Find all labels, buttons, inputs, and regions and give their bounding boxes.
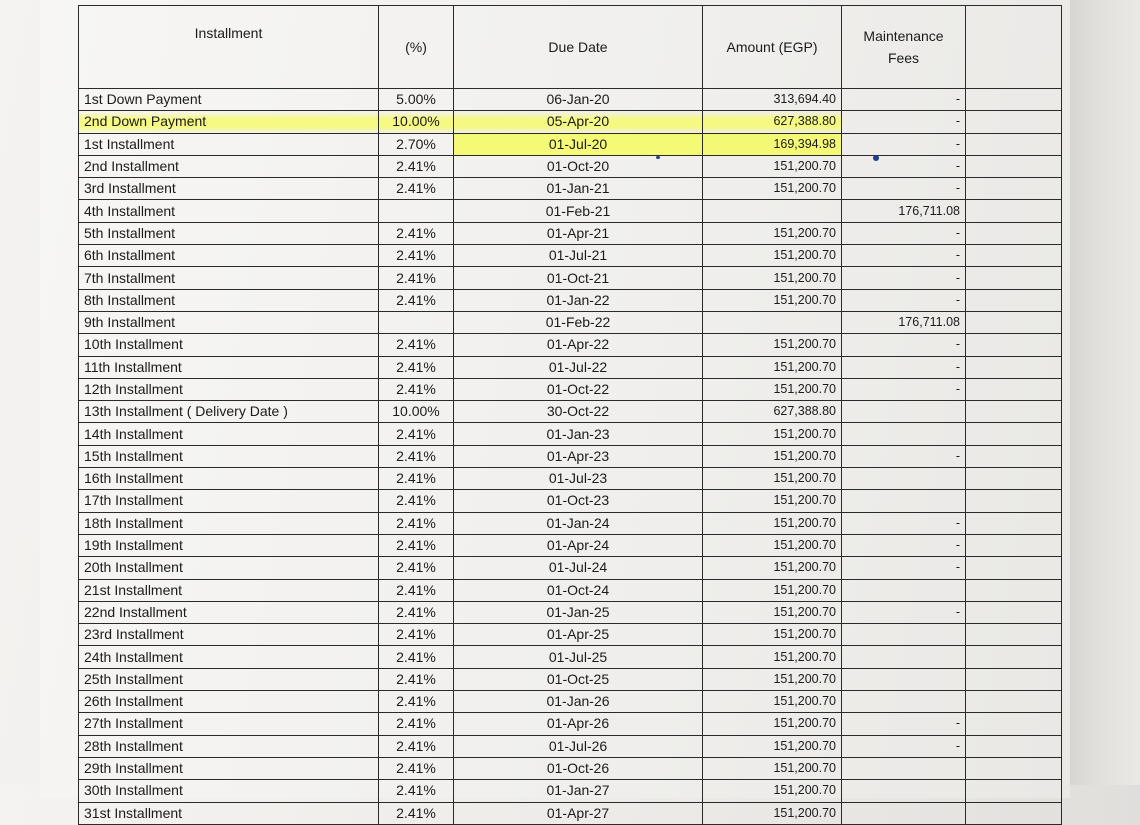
amount-cell: 151,200.70: [703, 423, 842, 445]
due-date-cell: 01-Jan-26: [454, 691, 703, 713]
due-date-cell: 01-Apr-22: [454, 334, 703, 356]
installment-name: 30th Installment: [79, 780, 379, 802]
blank-cell: [966, 557, 1062, 579]
amount-cell: 151,200.70: [703, 691, 842, 713]
amount-cell: 627,388.80: [703, 401, 842, 423]
blank-cell: [966, 512, 1062, 534]
blank-cell: [966, 356, 1062, 378]
due-date-cell: 01-Oct-23: [454, 490, 703, 512]
due-date-cell: 01-Oct-21: [454, 267, 703, 289]
table-row: [79, 802, 1062, 824]
amount-cell: [703, 200, 842, 222]
installment-name: 14th Installment: [79, 423, 379, 445]
maintenance-fee-cell: [842, 490, 966, 512]
due-date-cell: 01-Apr-27: [454, 802, 703, 824]
percent-cell: 2.41%: [379, 601, 454, 623]
blank-cell: [966, 713, 1062, 735]
percent-cell: 2.41%: [379, 468, 454, 490]
blank-cell: [966, 534, 1062, 556]
maintenance-fee-cell: -: [842, 356, 966, 378]
percent-cell: 2.41%: [379, 780, 454, 802]
maintenance-fee-cell: -: [842, 178, 966, 200]
blank-cell: [966, 757, 1062, 779]
amount-cell: 151,200.70: [703, 155, 842, 177]
installment-name: 15th Installment: [79, 445, 379, 467]
due-date-cell: 01-Jan-22: [454, 289, 703, 311]
amount-cell: 151,200.70: [703, 289, 842, 311]
maintenance-fee-cell: -: [842, 133, 966, 155]
percent-cell: 10.00%: [379, 111, 454, 133]
installment-name: 17th Installment: [79, 490, 379, 512]
percent-cell: 2.41%: [379, 735, 454, 757]
maintenance-fee-cell: -: [842, 445, 966, 467]
schedule-rows: [79, 89, 1062, 825]
installment-name: 16th Installment: [79, 468, 379, 490]
due-date-cell: 01-Apr-25: [454, 624, 703, 646]
maintenance-fee-cell: [842, 691, 966, 713]
installment-name: 25th Installment: [79, 668, 379, 690]
due-date-cell: 01-Oct-20: [454, 155, 703, 177]
percent-cell: 2.41%: [379, 512, 454, 534]
installment-name: 10th Installment: [79, 334, 379, 356]
amount-cell: 151,200.70: [703, 668, 842, 690]
due-date-cell: 01-Apr-26: [454, 713, 703, 735]
percent-cell: 2.41%: [379, 579, 454, 601]
installment-name: 1st Down Payment: [79, 89, 379, 111]
blank-cell: [966, 267, 1062, 289]
installment-name: 1st Installment: [79, 133, 379, 155]
table-row: [79, 512, 1062, 534]
blank-cell: [966, 445, 1062, 467]
blank-cell: [966, 579, 1062, 601]
amount-cell: 151,200.70: [703, 267, 842, 289]
installment-name: 28th Installment: [79, 735, 379, 757]
table-row: [79, 646, 1062, 668]
maintenance-fee-cell: 176,711.08: [842, 200, 966, 222]
installment-name: 19th Installment: [79, 534, 379, 556]
installment-name: 3rd Installment: [79, 178, 379, 200]
table-row: [79, 691, 1062, 713]
due-date-cell: 30-Oct-22: [454, 401, 703, 423]
table-row: [79, 601, 1062, 623]
maintenance-fee-cell: [842, 646, 966, 668]
installment-name: 7th Installment: [79, 267, 379, 289]
maintenance-fee-cell: -: [842, 89, 966, 111]
header-due-date: Due Date: [454, 6, 703, 89]
percent-cell: 2.41%: [379, 534, 454, 556]
percent-cell: 2.70%: [379, 133, 454, 155]
amount-cell: 151,200.70: [703, 780, 842, 802]
blank-cell: [966, 691, 1062, 713]
header-blank: [966, 6, 1062, 89]
ink-dot-1: [873, 155, 879, 161]
installment-name: 24th Installment: [79, 646, 379, 668]
maintenance-fee-cell: 176,711.08: [842, 311, 966, 333]
blank-cell: [966, 668, 1062, 690]
table-row: [79, 579, 1062, 601]
installment-name: 6th Installment: [79, 245, 379, 267]
table-row: [79, 490, 1062, 512]
amount-cell: 151,200.70: [703, 624, 842, 646]
amount-cell: 151,200.70: [703, 646, 842, 668]
blank-cell: [966, 624, 1062, 646]
percent-cell: 2.41%: [379, 757, 454, 779]
blank-cell: [966, 311, 1062, 333]
header-row: [79, 6, 1062, 89]
due-date-cell: 01-Jan-25: [454, 601, 703, 623]
amount-cell: 313,694.40: [703, 89, 842, 111]
maintenance-fee-cell: [842, 802, 966, 824]
blank-cell: [966, 111, 1062, 133]
percent-cell: 2.41%: [379, 289, 454, 311]
table-row: [79, 334, 1062, 356]
blank-cell: [966, 490, 1062, 512]
amount-cell: 627,388.80: [703, 111, 842, 133]
due-date-cell: 01-Feb-21: [454, 200, 703, 222]
due-date-cell: 01-Oct-26: [454, 757, 703, 779]
percent-cell: 2.41%: [379, 490, 454, 512]
table-row: [79, 89, 1062, 111]
table-row: [79, 267, 1062, 289]
installment-name: 5th Installment: [79, 222, 379, 244]
percent-cell: 2.41%: [379, 668, 454, 690]
percent-cell: 2.41%: [379, 713, 454, 735]
percent-cell: 2.41%: [379, 267, 454, 289]
table-row: [79, 423, 1062, 445]
installment-name: 13th Installment ( Delivery Date ): [79, 401, 379, 423]
due-date-cell: 01-Oct-24: [454, 579, 703, 601]
percent-cell: 2.41%: [379, 356, 454, 378]
installment-name: 27th Installment: [79, 713, 379, 735]
blank-cell: [966, 334, 1062, 356]
table-row: [79, 713, 1062, 735]
due-date-cell: 01-Jan-23: [454, 423, 703, 445]
table-row: [79, 245, 1062, 267]
blank-cell: [966, 423, 1062, 445]
maintenance-fee-cell: [842, 423, 966, 445]
due-date-cell: 01-Jul-25: [454, 646, 703, 668]
installment-name: 21st Installment: [79, 579, 379, 601]
due-date-cell: 06-Jan-20: [454, 89, 703, 111]
header-percent: (%): [379, 6, 454, 89]
amount-cell: 151,200.70: [703, 356, 842, 378]
blank-cell: [966, 245, 1062, 267]
percent-cell: 2.41%: [379, 155, 454, 177]
percent-cell: 2.41%: [379, 691, 454, 713]
due-date-cell: 01-Feb-22: [454, 311, 703, 333]
amount-cell: 151,200.70: [703, 557, 842, 579]
due-date-cell: 01-Jul-23: [454, 468, 703, 490]
due-date-cell: 01-Jul-21: [454, 245, 703, 267]
blank-cell: [966, 222, 1062, 244]
blank-cell: [966, 401, 1062, 423]
table-row: [79, 155, 1062, 177]
table-row: [79, 111, 1062, 133]
amount-cell: 151,200.70: [703, 468, 842, 490]
table-row: [79, 356, 1062, 378]
table-row: [79, 534, 1062, 556]
due-date-cell: 01-Oct-25: [454, 668, 703, 690]
table-row: [79, 200, 1062, 222]
blank-cell: [966, 802, 1062, 824]
percent-cell: 2.41%: [379, 624, 454, 646]
table-row: [79, 222, 1062, 244]
maintenance-fee-cell: [842, 579, 966, 601]
amount-cell: 169,394.98: [703, 133, 842, 155]
installment-name: 4th Installment: [79, 200, 379, 222]
ink-dot-2: [656, 156, 660, 159]
maintenance-fee-cell: [842, 757, 966, 779]
blank-cell: [966, 178, 1062, 200]
header-amount: Amount (EGP): [703, 6, 842, 89]
maintenance-fee-cell: -: [842, 378, 966, 400]
amount-cell: 151,200.70: [703, 222, 842, 244]
blank-cell: [966, 646, 1062, 668]
installment-schedule-table: [78, 5, 1062, 825]
installment-name: 29th Installment: [79, 757, 379, 779]
percent-cell: 2.41%: [379, 557, 454, 579]
amount-cell: 151,200.70: [703, 534, 842, 556]
due-date-cell: 01-Jan-21: [454, 178, 703, 200]
amount-cell: 151,200.70: [703, 802, 842, 824]
maintenance-fee-cell: -: [842, 713, 966, 735]
maintenance-fee-cell: -: [842, 512, 966, 534]
due-date-cell: 01-Oct-22: [454, 378, 703, 400]
installment-name: 18th Installment: [79, 512, 379, 534]
installment-name: 26th Installment: [79, 691, 379, 713]
due-date-cell: 01-Jul-24: [454, 557, 703, 579]
blank-cell: [966, 289, 1062, 311]
installment-name: 11th Installment: [79, 356, 379, 378]
table-row: [79, 624, 1062, 646]
blank-cell: [966, 468, 1062, 490]
due-date-cell: 01-Apr-24: [454, 534, 703, 556]
maintenance-fee-cell: [842, 624, 966, 646]
blank-cell: [966, 378, 1062, 400]
blank-cell: [966, 155, 1062, 177]
percent-cell: 10.00%: [379, 401, 454, 423]
percent-cell: [379, 311, 454, 333]
due-date-cell: 01-Jan-27: [454, 780, 703, 802]
table-row: [79, 401, 1062, 423]
blank-cell: [966, 601, 1062, 623]
maintenance-fee-cell: -: [842, 155, 966, 177]
maintenance-fee-cell: -: [842, 245, 966, 267]
header-maintenance-fees-text: Maintenance Fees: [863, 28, 944, 66]
table-row: [79, 468, 1062, 490]
installment-name: 12th Installment: [79, 378, 379, 400]
blank-cell: [966, 89, 1062, 111]
amount-cell: 151,200.70: [703, 735, 842, 757]
due-date-cell: 01-Jul-26: [454, 735, 703, 757]
maintenance-fee-cell: -: [842, 334, 966, 356]
blank-cell: [966, 133, 1062, 155]
installment-name: 9th Installment: [79, 311, 379, 333]
due-date-cell: 01-Apr-23: [454, 445, 703, 467]
percent-cell: 2.41%: [379, 378, 454, 400]
amount-cell: 151,200.70: [703, 178, 842, 200]
amount-cell: 151,200.70: [703, 579, 842, 601]
installment-name: 23rd Installment: [79, 624, 379, 646]
due-date-cell: 01-Jul-22: [454, 356, 703, 378]
percent-cell: 2.41%: [379, 646, 454, 668]
maintenance-fee-cell: -: [842, 557, 966, 579]
maintenance-fee-cell: [842, 468, 966, 490]
maintenance-fee-cell: -: [842, 111, 966, 133]
table-row: [79, 445, 1062, 467]
maintenance-fee-cell: -: [842, 289, 966, 311]
blank-cell: [966, 200, 1062, 222]
table-row: [79, 133, 1062, 155]
percent-cell: 2.41%: [379, 334, 454, 356]
percent-cell: 2.41%: [379, 802, 454, 824]
maintenance-fee-cell: -: [842, 267, 966, 289]
due-date-cell: 01-Apr-21: [454, 222, 703, 244]
amount-cell: 151,200.70: [703, 757, 842, 779]
percent-cell: [379, 200, 454, 222]
installment-name: 22nd Installment: [79, 601, 379, 623]
percent-cell: 2.41%: [379, 178, 454, 200]
percent-cell: 2.41%: [379, 445, 454, 467]
amount-cell: 151,200.70: [703, 245, 842, 267]
amount-cell: 151,200.70: [703, 445, 842, 467]
table-row: [79, 780, 1062, 802]
amount-cell: [703, 311, 842, 333]
maintenance-fee-cell: -: [842, 222, 966, 244]
installment-name: 2nd Installment: [79, 155, 379, 177]
due-date-cell: 01-Jan-24: [454, 512, 703, 534]
table-row: [79, 311, 1062, 333]
blank-cell: [966, 780, 1062, 802]
table-row: [79, 289, 1062, 311]
amount-cell: 151,200.70: [703, 378, 842, 400]
maintenance-fee-cell: -: [842, 601, 966, 623]
amount-cell: 151,200.70: [703, 334, 842, 356]
amount-cell: 151,200.70: [703, 601, 842, 623]
installment-name: 2nd Down Payment: [79, 111, 379, 133]
amount-cell: 151,200.70: [703, 512, 842, 534]
background-shadow: [1070, 0, 1140, 785]
maintenance-fee-cell: -: [842, 735, 966, 757]
table-row: [79, 735, 1062, 757]
amount-cell: 151,200.70: [703, 490, 842, 512]
header-maintenance-fees: [842, 6, 966, 89]
maintenance-fee-cell: [842, 401, 966, 423]
table-row: [79, 378, 1062, 400]
percent-cell: 5.00%: [379, 89, 454, 111]
table-row: [79, 757, 1062, 779]
installment-name: 8th Installment: [79, 289, 379, 311]
maintenance-fee-cell: -: [842, 534, 966, 556]
table-row: [79, 557, 1062, 579]
maintenance-fee-cell: [842, 668, 966, 690]
table-row: [79, 178, 1062, 200]
blank-cell: [966, 735, 1062, 757]
table-row: [79, 668, 1062, 690]
maintenance-fee-cell: [842, 780, 966, 802]
header-installment: Installment: [79, 6, 379, 89]
due-date-cell: 05-Apr-20: [454, 111, 703, 133]
installment-name: 31st Installment: [79, 802, 379, 824]
amount-cell: 151,200.70: [703, 713, 842, 735]
percent-cell: 2.41%: [379, 423, 454, 445]
percent-cell: 2.41%: [379, 222, 454, 244]
installment-name: 20th Installment: [79, 557, 379, 579]
due-date-cell: 01-Jul-20: [454, 133, 703, 155]
percent-cell: 2.41%: [379, 245, 454, 267]
